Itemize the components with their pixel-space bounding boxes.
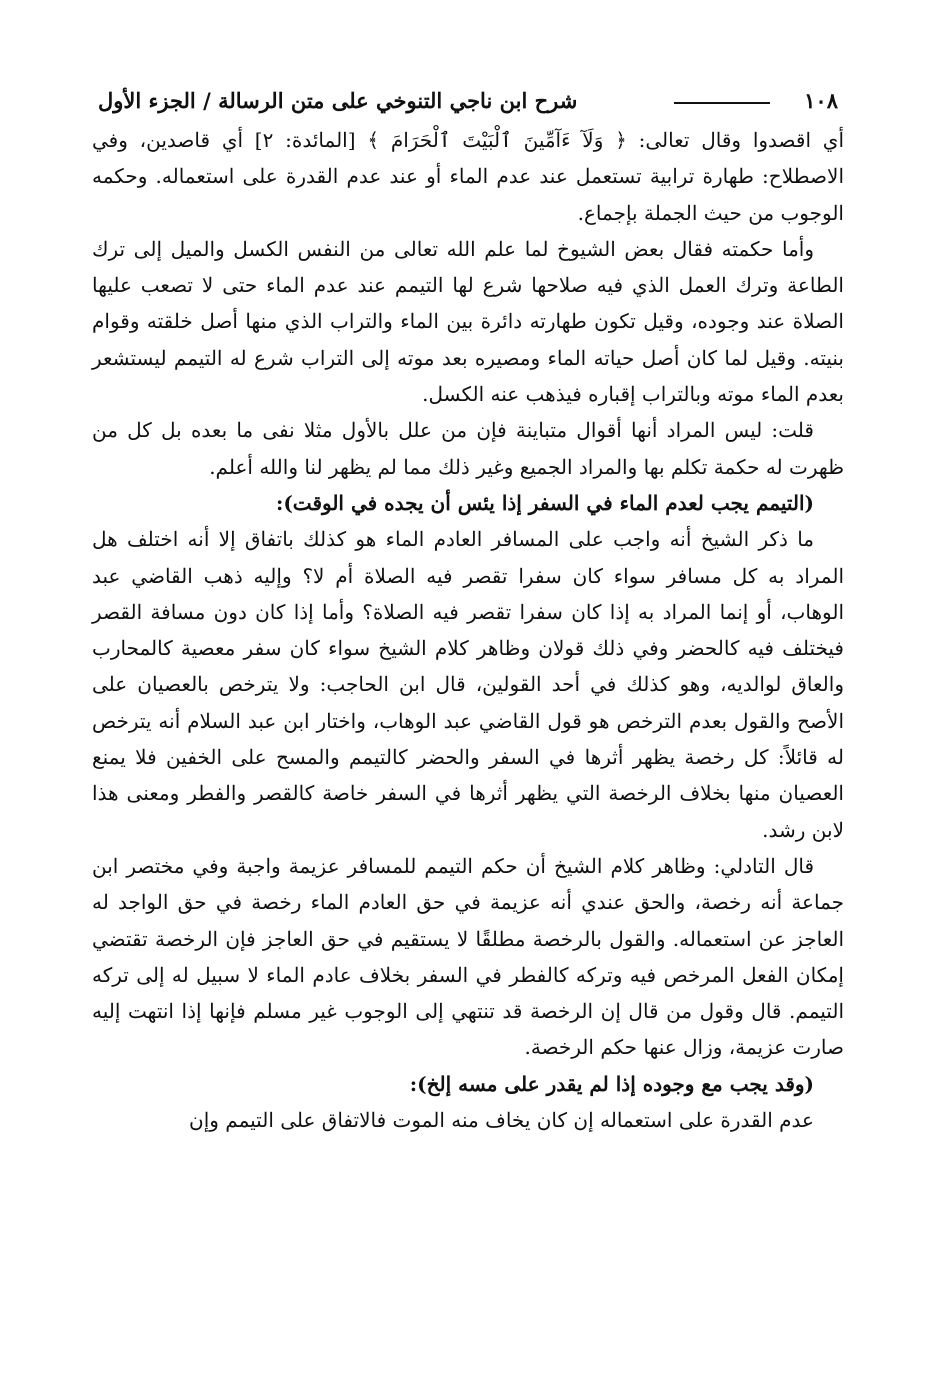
paragraph-definition: أي اقصدوا وقال تعالى: ﴿ وَلَآ ءَآمِّينَ ٱلْبَيْتَ ٱلْحَرَامَ ﴾ [المائدة: ٢] أي قاصدين، وفي الاصطلاح: طهارة ترابية تستعمل عند عدم الماء أو عند عدم القدرة على استعماله. وحكمه الوجوب من حيث الجملة بإجماع. — [92, 128, 845, 225]
paragraph-tadili: قال التادلي: وظاهر كلام الشيخ أن حكم التيمم للمسافر عزيمة واجبة وفي مختصر ابن جماعة أنه رخصة، والحق عندي أنه عزيمة في حق العادم الماء رخصة في حق الواجد له العاجز عن استعماله. والقول بالرخصة مطلقًا لا يستقيم في حق العاجز فإن الرخصة تقتضي إمكان الفعل المرخص فيه وتركه كالفطر في السفر بخلاف عادم الماء لا سبيل له إلى تركه التيمم. قال وقول من قال إن الرخصة قد تنتهي إلى الوجوب غير مسلم فإنها إذا انتهت إليه صارت عزيمة، وزال عنها حكم الرخصة. — [92, 853, 844, 1060]
section-heading-travel: (التيمم يجب لعدم الماء في السفر إذا يئس أن يجده في الوقت): — [275, 490, 814, 515]
header-rule — [674, 102, 770, 104]
paragraph-wisdom: وأما حكمته فقال بعض الشيوخ لما علم الله تعالى من النفس الكسل والميل إلى ترك الطاعة وترك العمل الذي فيه صلاحها شرع لها التيمم عند عدم الماء حتى لا تصعب عليها الصلاة عند وجوده، وقيل تكون طهارته دائرة بين الماء والتراب الذي منها أصل خلقته وقوام بنيته. وقيل لما كان أصل حياته الماء ومصيره بعد موته إلى التراب شرع له التيمم ليستشعر بعدم الماء موته وبالتراب إقباره فيذهب عنه الكسل. — [92, 236, 844, 407]
paragraph-comment: قلت: ليس المراد أنها أقوال متباينة فإن من علل بالأول مثلا نفى ما بعده بل كل من ظهرت له حكمة تكلم بها والمراد الجميع وغير ذلك مما لم يظهر لنا والله أعلم. — [92, 418, 844, 479]
paragraph-travel: ما ذكر الشيخ أنه واجب على المسافر العادم الماء هو كذلك باتفاق إلا أنه اختلف هل المراد به كل مسافر سواء كان سفرا تقصر فيه الصلاة أم لا؟ وإليه ذهب القاضي عبد الوهاب، أو إنما المراد به إذا كان سفرا تقصر فيه الصلاة؟ وأما إذا كان دون مسافة القصر فيختلف فيه كالحضر وفي ذلك قولان وظاهر كلام الشيخ سواء كان سفر معصية كالمحارب والعاق لوالديه، وهو كذلك في أحد القولين، قال ابن الحاجب: ولا يترخص بالعصيان على الأصح والقول بعدم الترخص هو قول القاضي عبد الوهاب، واختار ابن عبد السلام أنه يترخص له قائلاً: كل رخصة يظهر أثرها في السفر والحضر كالتيمم والمسح على الخفين فلا يمنع العصيان منها بخلاف الرخصة التي يظهر أثرها في السفر خاصة كالقصر والفطر ومعنى هذا لابن رشد. — [92, 527, 844, 842]
book-page — [92, 78, 844, 1138]
section-heading-inability: (وقد يجب مع وجوده إذا لم يقدر على مسه إلخ): — [409, 1071, 814, 1096]
page-header — [92, 78, 844, 122]
page-number: ١٠٨ — [804, 88, 838, 113]
paragraph-inability: عدم القدرة على استعماله إن كان يخاف منه الموت فالاتفاق على التيمم وإن — [189, 1108, 814, 1133]
running-title: شرح ابن ناجي التنوخي على متن الرسالة / الجزء الأول — [98, 88, 578, 113]
